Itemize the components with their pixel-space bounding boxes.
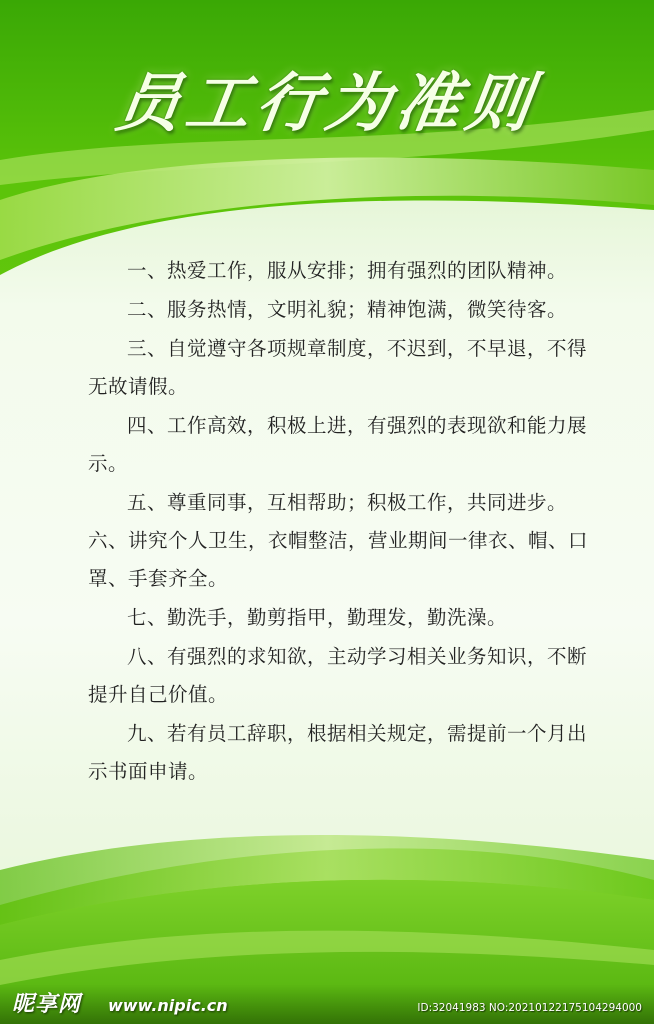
rules-list <box>88 252 604 792</box>
watermark-id: ID:32041983 NO:20210122175104294000 <box>417 1002 642 1014</box>
rule-item-8: 八、有强烈的求知欲，主动学习相关业务知识，不断提升自己价值。 <box>88 645 588 706</box>
rule-item-1: 一、热爱工作，服从安排；拥有强烈的团队精神。 <box>127 259 568 282</box>
rule-item-9: 九、若有员工辞职，根据相关规定，需提前一个月出示书面申请。 <box>88 722 588 783</box>
rule-item-7: 七、勤洗手，勤剪指甲，勤理发，勤洗澡。 <box>127 606 508 629</box>
rule-item-5: 五、尊重同事，互相帮助；积极工作，共同进步。六、讲究个人卫生，衣帽整洁，营业期间一律衣、帽、口罩、手套齐全。 <box>88 491 589 590</box>
watermark-url: www.nipic.cn <box>108 996 228 1015</box>
rule-item-3: 三、自觉遵守各项规章制度，不迟到，不早退，不得无故请假。 <box>88 337 588 398</box>
watermark-logo: 昵享网 <box>12 992 82 1017</box>
rule-item-2: 二、服务热情，文明礼貌；精神饱满，微笑待客。 <box>127 298 568 321</box>
rule-item-4: 四、工作高效，积极上进，有强烈的表现欲和能力展示。 <box>88 414 588 475</box>
poster-title: 员工行为准则 <box>110 67 542 141</box>
watermark-bar <box>0 984 654 1024</box>
